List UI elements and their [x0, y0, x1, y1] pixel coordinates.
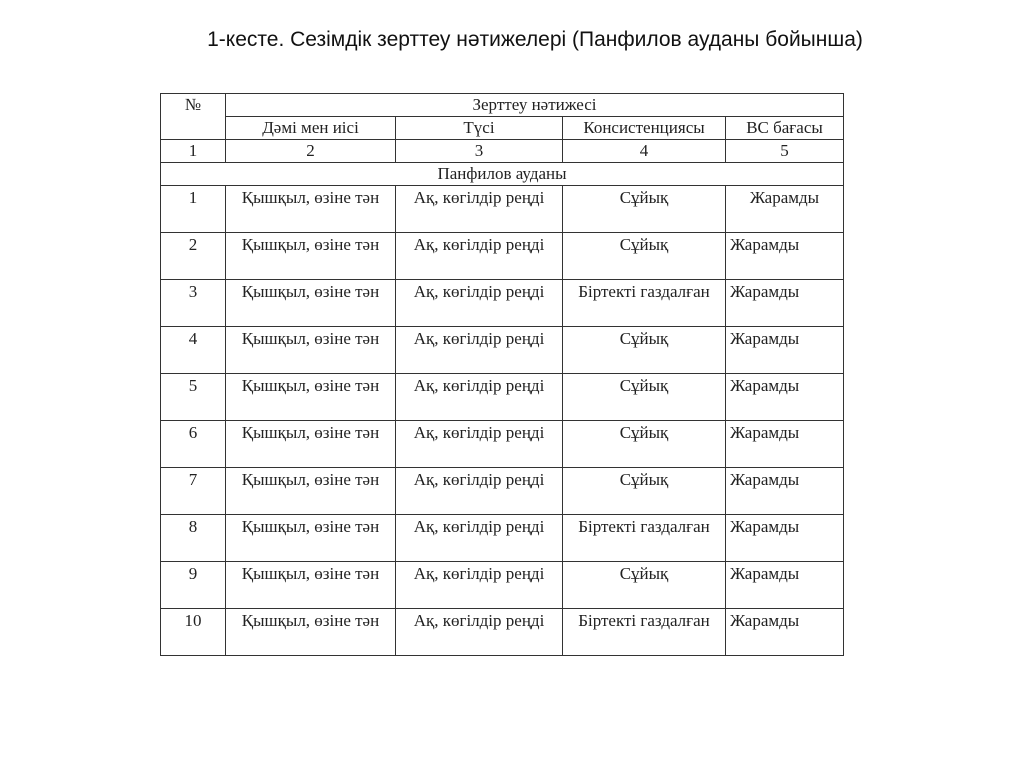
cell-no: 1: [161, 186, 226, 233]
table-row: [161, 468, 844, 515]
table-row: [161, 233, 844, 280]
cell-no: 4: [161, 327, 226, 374]
header-no: №: [161, 94, 226, 140]
header-group: Зерттеу нәтижесі: [226, 94, 844, 117]
table-title: 1-кесте. Сезімдік зерттеу нәтижелері (Панфилов ауданы бойынша): [207, 28, 863, 51]
cell-consistency: Сұйық: [563, 421, 726, 468]
cell-consistency: Біртекті газдалған: [563, 515, 726, 562]
cell-grade: Жарамды: [726, 280, 844, 327]
table-row: [161, 280, 844, 327]
cell-grade: Жарамды: [726, 186, 844, 233]
cell-taste: Қышқыл, өзіне тән: [226, 280, 396, 327]
col-num: 4: [563, 140, 726, 163]
cell-consistency: Біртекті газдалған: [563, 609, 726, 656]
header-color: Түсі: [396, 117, 563, 140]
results-table: [160, 93, 844, 656]
cell-no: 9: [161, 562, 226, 609]
cell-consistency: Сұйық: [563, 562, 726, 609]
cell-consistency: Біртекті газдалған: [563, 280, 726, 327]
cell-color: Ақ, көгілдір реңді: [396, 374, 563, 421]
cell-consistency: Сұйық: [563, 468, 726, 515]
col-num: 1: [161, 140, 226, 163]
cell-no: 2: [161, 233, 226, 280]
cell-color: Ақ, көгілдір реңді: [396, 562, 563, 609]
cell-taste: Қышқыл, өзіне тән: [226, 374, 396, 421]
cell-consistency: Сұйық: [563, 374, 726, 421]
cell-taste: Қышқыл, өзіне тән: [226, 562, 396, 609]
cell-color: Ақ, көгілдір реңді: [396, 515, 563, 562]
cell-no: 5: [161, 374, 226, 421]
cell-color: Ақ, көгілдір реңді: [396, 609, 563, 656]
cell-taste: Қышқыл, өзіне тән: [226, 186, 396, 233]
cell-grade: Жарамды: [726, 233, 844, 280]
cell-grade: Жарамды: [726, 374, 844, 421]
cell-taste: Қышқыл, өзіне тән: [226, 233, 396, 280]
cell-taste: Қышқыл, өзіне тән: [226, 515, 396, 562]
cell-no: 8: [161, 515, 226, 562]
cell-color: Ақ, көгілдір реңді: [396, 421, 563, 468]
cell-color: Ақ, көгілдір реңді: [396, 233, 563, 280]
cell-taste: Қышқыл, өзіне тән: [226, 609, 396, 656]
cell-consistency: Сұйық: [563, 233, 726, 280]
header-taste: Дәмі мен иісі: [226, 117, 396, 140]
cell-grade: Жарамды: [726, 421, 844, 468]
table-row: [161, 562, 844, 609]
cell-taste: Қышқыл, өзіне тән: [226, 421, 396, 468]
col-num: 2: [226, 140, 396, 163]
cell-color: Ақ, көгілдір реңді: [396, 468, 563, 515]
table-row: [161, 609, 844, 656]
cell-grade: Жарамды: [726, 562, 844, 609]
cell-color: Ақ, көгілдір реңді: [396, 280, 563, 327]
table-row: [161, 515, 844, 562]
cell-color: Ақ, көгілдір реңді: [396, 186, 563, 233]
cell-color: Ақ, көгілдір реңді: [396, 327, 563, 374]
cell-no: 7: [161, 468, 226, 515]
table-row: [161, 421, 844, 468]
col-num: 5: [726, 140, 844, 163]
cell-no: 3: [161, 280, 226, 327]
cell-consistency: Сұйық: [563, 327, 726, 374]
header-consistency: Консистенциясы: [563, 117, 726, 140]
cell-grade: Жарамды: [726, 468, 844, 515]
cell-no: 6: [161, 421, 226, 468]
table-row: [161, 186, 844, 233]
cell-grade: Жарамды: [726, 609, 844, 656]
cell-taste: Қышқыл, өзіне тән: [226, 468, 396, 515]
cell-consistency: Сұйық: [563, 186, 726, 233]
cell-grade: Жарамды: [726, 515, 844, 562]
table-row: [161, 374, 844, 421]
cell-taste: Қышқыл, өзіне тән: [226, 327, 396, 374]
col-num: 3: [396, 140, 563, 163]
header-grade: ВС бағасы: [726, 117, 844, 140]
cell-grade: Жарамды: [726, 327, 844, 374]
table-row: [161, 327, 844, 374]
section-row: Панфилов ауданы: [161, 163, 844, 186]
cell-no: 10: [161, 609, 226, 656]
